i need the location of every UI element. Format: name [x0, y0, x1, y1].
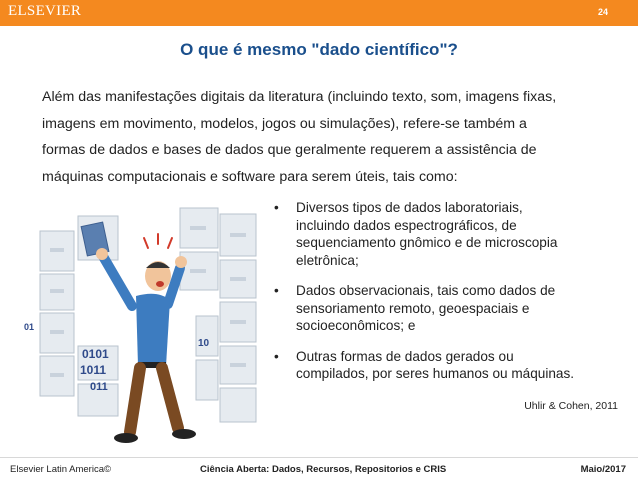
bullet-list: [272, 199, 632, 396]
bullet-line: Outras formas de dados gerados ou: [296, 348, 514, 364]
bullet-line: compilados, por seres humanos ou máquinas.: [296, 366, 575, 381]
bullet-line: eletrônica;: [296, 252, 359, 268]
intro-line: imagens em movimento, modelos, jogos ou simulações), refere-se também a: [42, 115, 527, 132]
bullet-item: [272, 199, 632, 269]
drawer-label: 0101: [82, 347, 109, 361]
stress-lines-icon: [144, 234, 172, 248]
footer-copyright: Elsevier Latin America©: [10, 464, 111, 475]
bullet-line: Dados observacionais, tais como dados de: [296, 283, 556, 298]
bullet-line: incluindo dados espectrográficos, de: [296, 217, 517, 233]
header-bar: [0, 0, 638, 26]
drawer-label: 011: [90, 381, 108, 393]
slide-number: 24: [597, 7, 608, 17]
bullet-marker: •: [274, 283, 279, 298]
footer-presentation-title: Ciência Aberta: Dados, Recursos, Repositorios e CRIS: [200, 464, 447, 475]
intro-line: formas de dados e bases de dados que geralmente requerem a assistência de: [42, 142, 537, 158]
bullet-item: [272, 282, 632, 335]
drawer-label: 10: [198, 338, 210, 349]
slide-title: O que é mesmo "dado científico"?: [180, 40, 458, 59]
drawer-label: 1011: [80, 363, 107, 377]
intro-line: máquinas computacionais e software para serem úteis, tais como:: [42, 168, 458, 185]
bullet-line: socioeconômicos; e: [296, 318, 416, 333]
footer-date: Maio/2017: [580, 464, 626, 475]
man-overwhelmed-by-data-icon: [20, 196, 270, 451]
elsevier-logo: ELSEVIER: [8, 3, 82, 19]
citation: Uhlir & Cohen, 2011: [524, 400, 618, 412]
intro-paragraph: [42, 84, 622, 190]
bullet-marker: •: [274, 348, 279, 364]
bullet-item: [272, 348, 632, 383]
footer-divider: [0, 457, 638, 458]
bullet-marker: •: [274, 200, 279, 215]
bullet-line: sequenciamento gnômico e de microscopia: [296, 235, 558, 250]
bullet-line: sensoriamento remoto, geoespaciais e: [296, 300, 530, 316]
bullet-line: Diversos tipos de dados laboratoriais,: [296, 200, 523, 215]
drawer-label: 01: [24, 322, 35, 332]
intro-line: Além das manifestações digitais da literatura (incluindo texto, som, imagens fixas,: [42, 89, 557, 105]
